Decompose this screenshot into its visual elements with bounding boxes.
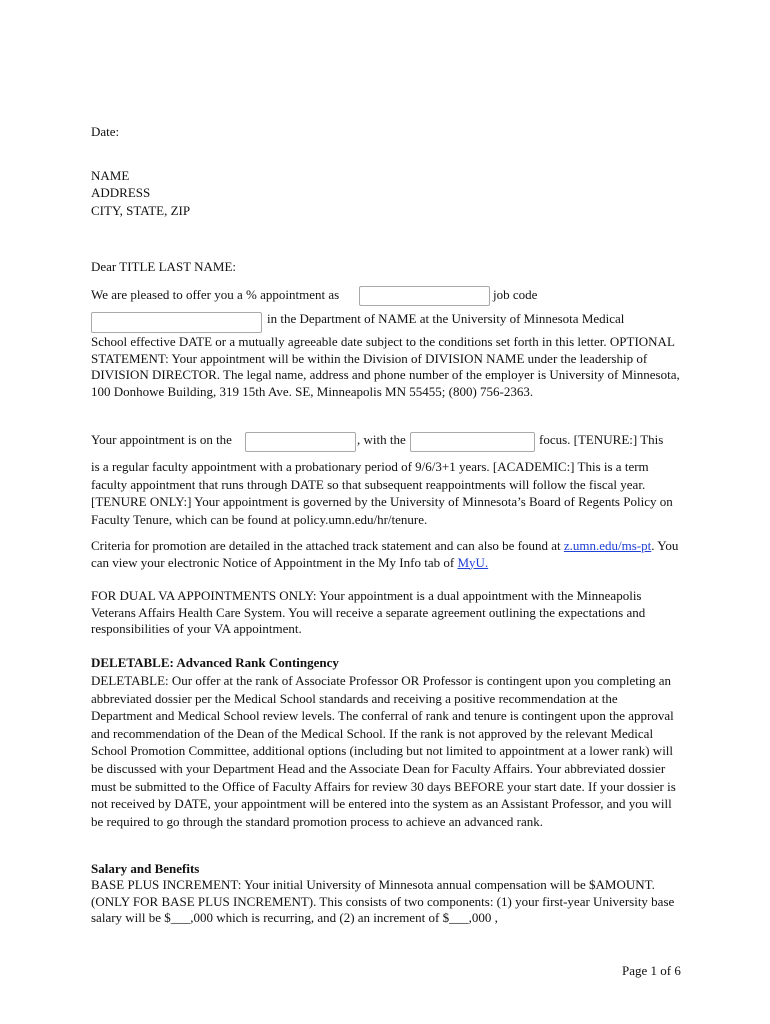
appointment-title-field[interactable]	[359, 286, 490, 306]
salary-paragraph: BASE PLUS INCREMENT: Your initial University of Minnesota annual compensation will be $AMOUNT. (ONLY FOR BASE PLUS INCREMENT). This consists of two components: (1) your first-year University base salary will be $___,000 which is recurring, and (2) an increment of $___,000 ,	[91, 877, 675, 925]
recipient-city: CITY, STATE, ZIP	[91, 203, 191, 218]
job-code-field[interactable]	[91, 312, 262, 333]
offer-jobcode-label: job code	[493, 287, 538, 302]
offer-paragraph: School effective DATE or a mutually agreeable date subject to the conditions set forth in this letter. OPTIONAL STATEMENT: Your appointment will be within the Division of DIVISION NAME under the leadership of DIVISION DIRECTOR. The legal name, address and phone number of the employer is University of Minnesota, 100 Donhowe Building, 319 15th Ave. SE, Minneapolis MN 55455; (800) 756-2363.	[91, 334, 680, 399]
page-number: Page 1 of 6	[622, 963, 681, 978]
va-paragraph: FOR DUAL VA APPOINTMENTS ONLY: Your appointment is a dual appointment with the Minneapolis Veterans Affairs Health Care System. You will receive a separate agreement outlining the expectations and responsibilities of your VA appointment.	[91, 588, 646, 636]
deletable-heading-text: DELETABLE: Advanced Rank Contingency	[91, 655, 339, 670]
track-statement-link[interactable]: z.umn.edu/ms-pt	[563, 538, 652, 553]
deletable-paragraph: DELETABLE: Our offer at the rank of Associate Professor OR Professor is contingent upon you completing an abbreviated dossier per the Medical School standards and receiving a positive recommendation at the Department and Medical School review levels. The conferral of rank and tenure is contingent upon the approval and recommendation of the Dean of the Medical School. If the rank is not approved by the relevant Medical School Promotion Committee, additional options (including but not limited to appointment at a lower rank) will be discussed with your Department Head and the Associate Dean for Faculty Affairs. Your abbreviated dossier must be submitted to the Office of Faculty Affairs for review 30 days BEFORE your start date. If your dossier is not received by DATE, your appointment will be entered into the system as an Assistant Professor, and you will be required to go through the standard promotion process to achieve an advanced rank.	[91, 673, 676, 829]
greeting: Dear TITLE LAST NAME:	[91, 259, 237, 274]
track-lead: Your appointment is on the	[91, 432, 232, 447]
offer-line1: We are pleased to offer you a % appointment as	[91, 287, 340, 302]
myu-link[interactable]: MyU.	[457, 554, 489, 570]
date-label: Date:	[91, 124, 120, 139]
track-paragraph: is a regular faculty appointment with a probationary period of 9/6/3+1 years. [ACADEMIC:] This is a term faculty appointment that runs through DATE so that subsequent reappointments will follow the fiscal year. [TENURE ONLY:] Your appointment is governed by the University of Minnesota’s Board of Regents Policy on Faculty Tenure, which can be found at policy.umn.edu/hr/tenure.	[91, 459, 673, 527]
recipient-name: NAME	[91, 168, 130, 183]
criteria-text-1: Criteria for promotion are detailed in the attached track statement and can also be found at	[91, 538, 564, 553]
deletable-heading	[91, 655, 339, 671]
focus-field[interactable]	[410, 432, 535, 452]
salary-heading	[91, 861, 199, 877]
criteria-paragraph	[91, 538, 681, 571]
criteria-text-2: . You can view your electronic Notice of Appointment in the My Info tab of	[91, 538, 679, 570]
salary-heading-text: Salary and Benefits	[91, 861, 200, 876]
track-tail: focus. [TENURE:] This	[539, 432, 664, 447]
offer-department-text: in the Department of NAME at the University of Minnesota Medical	[267, 311, 625, 326]
track-mid: , with the	[357, 432, 406, 447]
recipient-address: ADDRESS	[91, 185, 151, 200]
track-type-field[interactable]	[245, 432, 356, 452]
